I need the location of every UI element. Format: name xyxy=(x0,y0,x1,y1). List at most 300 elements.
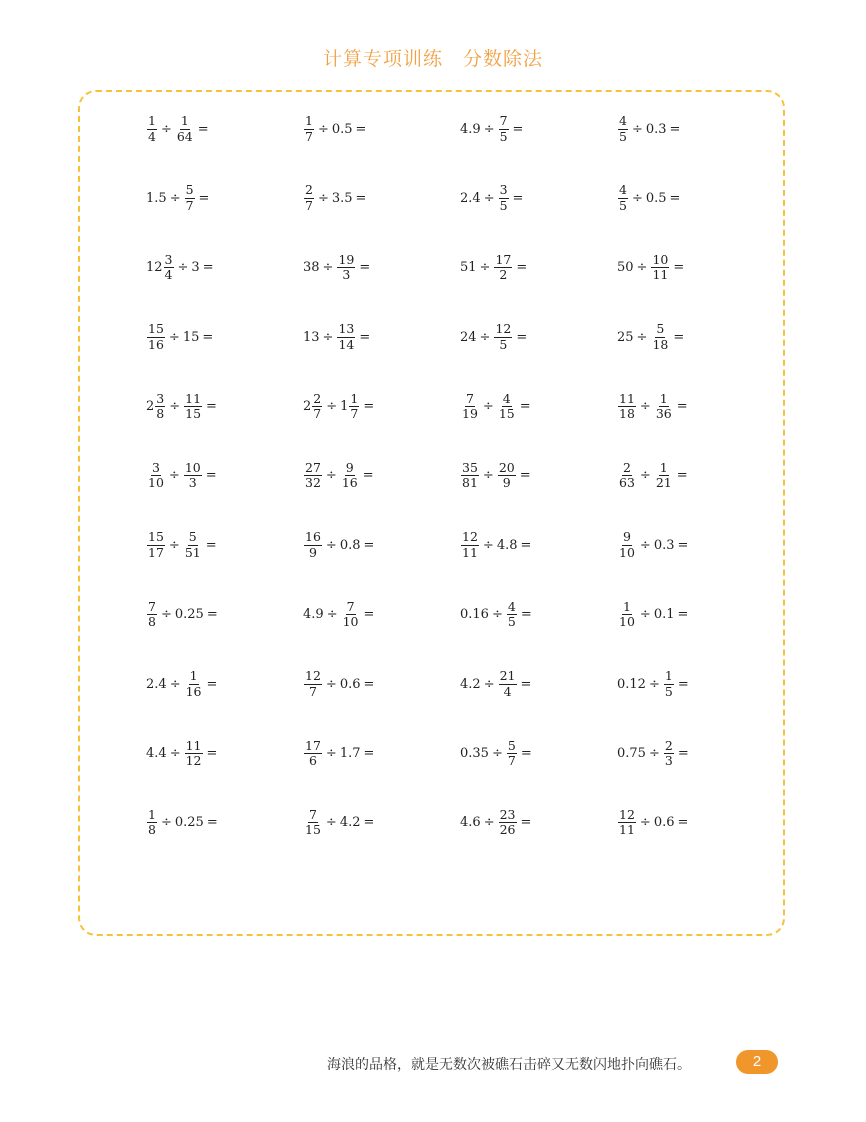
numerator: 4 xyxy=(619,182,627,198)
divide-sign: ÷ xyxy=(482,537,494,553)
denominator: 32 xyxy=(305,475,321,491)
division-problem xyxy=(617,322,774,352)
fraction-stack xyxy=(185,184,195,212)
denominator: 5 xyxy=(499,128,508,144)
denominator: 5 xyxy=(499,197,508,213)
fraction-stack xyxy=(337,323,355,351)
denominator: 81 xyxy=(462,475,478,491)
fraction-stack xyxy=(618,184,628,212)
numerator: 23 xyxy=(499,806,516,822)
numerator: 15 xyxy=(148,529,164,545)
equals-sign: = xyxy=(363,537,375,553)
mixed-number xyxy=(146,251,175,283)
division-problem xyxy=(146,669,303,699)
equals-sign: = xyxy=(519,468,531,484)
divide-sign: ÷ xyxy=(168,537,180,553)
numerator: 1 xyxy=(148,113,156,128)
equals-sign: = xyxy=(673,260,685,276)
division-problem xyxy=(146,322,303,352)
division-problem xyxy=(460,600,617,630)
fraction xyxy=(183,531,203,559)
fraction-stack xyxy=(618,115,628,143)
numerator: 16 xyxy=(305,529,321,545)
divide-sign: ÷ xyxy=(491,607,503,623)
denominator: 7 xyxy=(313,406,322,422)
fraction-stack xyxy=(342,598,360,630)
equals-sign: = xyxy=(205,537,217,553)
number: 4.2 xyxy=(339,815,361,831)
divide-sign: ÷ xyxy=(325,537,337,553)
fraction xyxy=(506,598,518,630)
denominator: 19 xyxy=(462,406,478,422)
denominator: 15 xyxy=(498,406,515,422)
denominator: 3 xyxy=(664,753,673,769)
fraction-stack xyxy=(312,390,322,422)
equals-sign: = xyxy=(206,746,218,762)
division-problem xyxy=(146,461,303,491)
equals-sign: = xyxy=(363,607,375,623)
footer-quote: 海浪的品格，就是无数次被礁石击碎又无数闪地扑向礁石。 xyxy=(327,1057,691,1073)
fraction-stack xyxy=(147,531,165,559)
denominator: 7 xyxy=(305,197,313,213)
denominator: 63 xyxy=(619,475,635,491)
equals-sign: = xyxy=(363,815,375,831)
denominator: 10 xyxy=(619,614,635,630)
fraction-stack xyxy=(651,251,669,283)
division-problem xyxy=(303,739,460,769)
equals-sign: = xyxy=(677,815,689,831)
fraction xyxy=(184,670,204,698)
divide-sign: ÷ xyxy=(168,329,180,345)
numerator: 17 xyxy=(495,251,512,267)
division-problem xyxy=(303,392,460,422)
fraction-stack xyxy=(147,598,157,630)
division-problem xyxy=(617,461,774,491)
fraction xyxy=(493,251,513,283)
division-problem xyxy=(460,461,617,491)
divide-sign: ÷ xyxy=(482,399,494,415)
division-problem xyxy=(146,253,303,283)
denominator: 9 xyxy=(308,544,317,560)
division-problem xyxy=(146,114,303,144)
fraction-stack xyxy=(147,806,157,838)
divide-sign: ÷ xyxy=(483,676,495,692)
denominator: 8 xyxy=(148,614,156,630)
number: 0.12 xyxy=(617,676,646,692)
number: 0.5 xyxy=(645,190,667,206)
numerator: 2 xyxy=(664,737,673,753)
denominator: 11 xyxy=(462,544,478,560)
fraction xyxy=(184,184,196,212)
fraction xyxy=(146,323,166,351)
number: 15 xyxy=(182,329,200,345)
denominator: 5 xyxy=(619,128,627,144)
equals-sign: = xyxy=(516,260,528,276)
fraction xyxy=(303,115,315,143)
fraction xyxy=(498,806,518,838)
number: 24 xyxy=(460,329,477,345)
fraction xyxy=(336,323,356,351)
division-problem xyxy=(617,114,774,144)
fraction xyxy=(460,390,480,422)
denominator: 10 xyxy=(342,614,359,630)
divide-sign: ÷ xyxy=(483,190,495,206)
equals-sign: = xyxy=(519,399,531,415)
fraction-stack xyxy=(618,459,636,491)
division-problem xyxy=(146,392,303,422)
fraction xyxy=(460,459,480,491)
equals-sign: = xyxy=(677,537,689,553)
equals-sign: = xyxy=(359,260,371,276)
divide-sign: ÷ xyxy=(322,329,334,345)
equals-sign: = xyxy=(520,607,532,623)
fraction-stack xyxy=(499,115,509,143)
equals-sign: = xyxy=(197,121,209,137)
divide-sign: ÷ xyxy=(160,815,172,831)
fraction xyxy=(340,459,360,491)
fraction xyxy=(650,251,670,283)
fraction-stack xyxy=(499,806,517,838)
numerator: 7 xyxy=(148,598,156,614)
equals-sign: = xyxy=(520,746,532,762)
divide-sign: ÷ xyxy=(160,607,172,623)
equals-sign: = xyxy=(206,815,218,831)
division-problem xyxy=(617,739,774,769)
divide-sign: ÷ xyxy=(317,121,329,137)
fraction-stack xyxy=(304,184,314,212)
number: 50 xyxy=(617,260,634,276)
numerator: 5 xyxy=(188,529,197,545)
fraction xyxy=(184,737,204,769)
fraction-stack xyxy=(461,531,479,559)
number: 0.3 xyxy=(653,537,675,553)
division-problem xyxy=(460,669,617,699)
equals-sign: = xyxy=(198,190,210,206)
denominator: 18 xyxy=(619,406,635,422)
numerator: 1 xyxy=(148,806,156,822)
number: 13 xyxy=(303,329,320,345)
fraction-stack xyxy=(304,459,322,491)
fraction-stack xyxy=(304,737,322,769)
denominator: 11 xyxy=(619,822,635,838)
divide-sign: ÷ xyxy=(326,607,338,623)
division-problem xyxy=(303,322,460,352)
mixed-number xyxy=(146,390,166,422)
numerator: 11 xyxy=(185,390,202,406)
divide-sign: ÷ xyxy=(483,121,495,137)
division-problem xyxy=(460,253,617,283)
divide-sign: ÷ xyxy=(636,260,648,276)
denominator: 16 xyxy=(185,683,202,699)
numerator: 11 xyxy=(619,390,635,406)
denominator: 9 xyxy=(502,475,511,491)
divide-sign: ÷ xyxy=(325,468,337,484)
fraction xyxy=(654,459,674,491)
equals-sign: = xyxy=(363,746,375,762)
denominator: 17 xyxy=(148,544,164,560)
numerator: 1 xyxy=(659,459,668,475)
numerator: 4 xyxy=(619,113,627,128)
numerator: 19 xyxy=(338,251,355,267)
denominator: 51 xyxy=(184,544,201,560)
number: 4.6 xyxy=(460,815,481,831)
fraction xyxy=(303,184,315,212)
denominator: 64 xyxy=(176,128,193,144)
numerator: 3 xyxy=(164,251,173,267)
division-problem xyxy=(617,530,774,560)
equals-sign: = xyxy=(677,676,689,692)
numerator: 7 xyxy=(308,806,317,822)
fraction-stack xyxy=(461,390,479,422)
fraction xyxy=(663,737,675,769)
equals-sign: = xyxy=(202,260,214,276)
fraction-stack xyxy=(185,737,203,769)
fraction-stack xyxy=(664,670,674,698)
denominator: 5 xyxy=(507,614,516,630)
fraction xyxy=(498,184,510,212)
division-problem xyxy=(460,183,617,213)
numerator: 13 xyxy=(338,321,355,337)
division-problem xyxy=(460,114,617,144)
numerator: 12 xyxy=(305,668,321,684)
numerator: 5 xyxy=(507,737,516,753)
number: 38 xyxy=(303,260,320,276)
fraction xyxy=(146,806,158,838)
equals-sign: = xyxy=(202,329,214,345)
fraction-stack xyxy=(494,323,512,351)
divide-sign: ÷ xyxy=(160,121,172,137)
denominator: 4 xyxy=(148,128,156,144)
fraction-stack xyxy=(655,390,673,422)
fraction-stack xyxy=(507,737,517,769)
divide-sign: ÷ xyxy=(168,468,180,484)
equals-sign: = xyxy=(676,468,688,484)
denominator: 7 xyxy=(305,128,313,144)
division-problem xyxy=(303,600,460,630)
page-title: 计算专项训练 分数除法 xyxy=(322,48,543,70)
denominator: 6 xyxy=(308,753,317,769)
numerator: 7 xyxy=(346,598,355,614)
number: 1.7 xyxy=(339,746,361,762)
divide-sign: ÷ xyxy=(325,746,337,762)
equals-sign: = xyxy=(363,399,375,415)
division-problem xyxy=(146,808,303,838)
division-problem xyxy=(146,530,303,560)
denominator: 2 xyxy=(499,267,508,283)
fraction-stack xyxy=(494,251,512,283)
fraction xyxy=(497,390,517,422)
denominator: 16 xyxy=(341,475,358,491)
fraction-stack xyxy=(147,323,165,351)
divide-sign: ÷ xyxy=(483,815,495,831)
fraction-stack xyxy=(184,531,202,559)
division-problem xyxy=(617,600,774,630)
division-problem xyxy=(460,392,617,422)
fraction-stack xyxy=(618,390,636,422)
number: 2.4 xyxy=(146,676,167,692)
number: 4.9 xyxy=(303,607,324,623)
numerator: 3 xyxy=(499,182,508,198)
divide-sign: ÷ xyxy=(169,190,181,206)
denominator: 7 xyxy=(507,753,516,769)
denominator: 10 xyxy=(148,475,164,491)
fraction xyxy=(303,670,323,698)
number: 3 xyxy=(191,260,200,276)
divide-sign: ÷ xyxy=(169,399,181,415)
number: 0.1 xyxy=(653,607,675,623)
numerator: 11 xyxy=(185,737,202,753)
equals-sign: = xyxy=(206,607,218,623)
fraction-stack xyxy=(498,459,516,491)
division-problem xyxy=(460,808,617,838)
fraction xyxy=(617,598,637,630)
equals-sign: = xyxy=(363,676,375,692)
fraction xyxy=(303,531,323,559)
divide-sign: ÷ xyxy=(325,676,337,692)
divide-sign: ÷ xyxy=(631,190,643,206)
number: 0.5 xyxy=(331,121,353,137)
fraction xyxy=(497,459,517,491)
numerator: 3 xyxy=(156,390,165,406)
numerator: 1 xyxy=(622,598,631,614)
equals-sign: = xyxy=(677,607,689,623)
division-problem xyxy=(617,392,774,422)
equals-sign: = xyxy=(516,329,528,345)
fraction-stack xyxy=(304,115,314,143)
denominator: 10 xyxy=(619,544,635,560)
number: 0.16 xyxy=(460,607,489,623)
fraction xyxy=(146,531,166,559)
equals-sign: = xyxy=(669,121,681,137)
divide-sign: ÷ xyxy=(639,607,651,623)
numerator: 1 xyxy=(350,390,359,406)
division-problem xyxy=(617,183,774,213)
division-problem xyxy=(617,808,774,838)
equals-sign: = xyxy=(512,190,524,206)
fraction-stack xyxy=(655,459,673,491)
division-problem xyxy=(303,669,460,699)
denominator: 15 xyxy=(185,406,202,422)
fraction-stack xyxy=(461,459,479,491)
whole-part: 2 xyxy=(146,399,155,415)
fraction-stack xyxy=(618,598,636,630)
fraction xyxy=(175,115,195,143)
fraction-stack xyxy=(304,531,322,559)
number: 1.5 xyxy=(146,190,167,206)
division-problem xyxy=(303,253,460,283)
fraction-stack xyxy=(147,115,157,143)
fraction-stack xyxy=(618,806,636,838)
fraction xyxy=(341,598,361,630)
denominator: 36 xyxy=(655,406,672,422)
divide-sign: ÷ xyxy=(325,815,337,831)
fraction xyxy=(617,459,637,491)
fraction-stack xyxy=(164,251,174,283)
number: 51 xyxy=(460,260,477,276)
divide-sign: ÷ xyxy=(491,746,503,762)
equals-sign: = xyxy=(677,746,689,762)
denominator: 5 xyxy=(664,683,673,699)
fraction-stack xyxy=(155,390,165,422)
fraction xyxy=(303,459,323,491)
number: 4.2 xyxy=(460,676,481,692)
denominator: 4 xyxy=(164,267,173,283)
equals-sign: = xyxy=(676,399,688,415)
equals-sign: = xyxy=(520,815,532,831)
number: 0.25 xyxy=(174,607,204,623)
division-problem xyxy=(146,183,303,213)
equals-sign: = xyxy=(359,329,371,345)
numerator: 3 xyxy=(151,459,160,475)
denominator: 26 xyxy=(499,822,516,838)
denominator: 8 xyxy=(148,822,156,838)
number: 0.6 xyxy=(339,676,361,692)
exercise-grid xyxy=(146,114,766,877)
equals-sign: = xyxy=(669,190,681,206)
equals-sign: = xyxy=(520,676,532,692)
number: 4.9 xyxy=(460,121,481,137)
numerator: 2 xyxy=(305,182,313,198)
divide-sign: ÷ xyxy=(322,260,334,276)
fraction xyxy=(498,670,518,698)
numerator: 1 xyxy=(189,668,198,684)
division-problem xyxy=(460,322,617,352)
denominator: 4 xyxy=(503,683,512,699)
numerator: 4 xyxy=(507,598,516,614)
number: 4.8 xyxy=(496,537,518,553)
divide-sign: ÷ xyxy=(479,329,491,345)
divide-sign: ÷ xyxy=(177,260,189,276)
denominator: 11 xyxy=(652,267,669,283)
division-problem xyxy=(617,253,774,283)
divide-sign: ÷ xyxy=(648,746,660,762)
divide-sign: ÷ xyxy=(317,190,329,206)
mixed-number xyxy=(303,390,323,422)
fraction-stack xyxy=(507,598,517,630)
division-problem xyxy=(146,739,303,769)
division-problem xyxy=(303,530,460,560)
denominator: 15 xyxy=(305,822,321,838)
denominator: 18 xyxy=(652,336,669,352)
fraction-stack xyxy=(147,459,165,491)
numerator: 7 xyxy=(499,113,508,128)
fraction xyxy=(303,806,323,838)
number: 2.4 xyxy=(460,190,481,206)
fraction xyxy=(146,598,158,630)
fraction xyxy=(460,531,480,559)
number: 0.75 xyxy=(617,746,646,762)
numerator: 12 xyxy=(619,806,635,822)
denominator: 7 xyxy=(350,406,359,422)
equals-sign: = xyxy=(355,190,367,206)
divide-sign: ÷ xyxy=(648,676,660,692)
denominator: 12 xyxy=(185,753,202,769)
divide-sign: ÷ xyxy=(639,815,651,831)
divide-sign: ÷ xyxy=(639,537,651,553)
divide-sign: ÷ xyxy=(482,468,494,484)
divide-sign: ÷ xyxy=(169,746,181,762)
numerator: 2 xyxy=(313,390,322,406)
denominator: 3 xyxy=(188,475,197,491)
numerator: 21 xyxy=(499,668,516,684)
division-problem xyxy=(460,530,617,560)
fraction xyxy=(617,390,637,422)
numerator: 1 xyxy=(664,668,673,684)
numerator: 12 xyxy=(462,529,478,545)
division-problem xyxy=(303,183,460,213)
numerator: 27 xyxy=(305,459,321,475)
numerator: 35 xyxy=(462,459,478,475)
